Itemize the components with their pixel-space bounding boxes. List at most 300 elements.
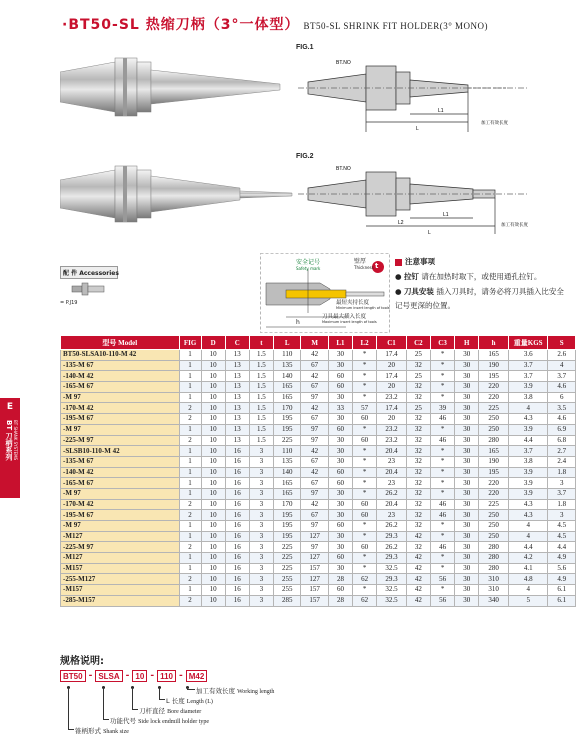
model-cell: -M127 (61, 531, 180, 542)
table-cell: * (430, 446, 454, 457)
table-cell: 3 (249, 574, 273, 585)
table-cell: 2 (179, 414, 201, 425)
pull-stud-icon (70, 280, 110, 298)
table-cell: 60 (328, 585, 352, 596)
table-cell: 16 (225, 595, 249, 606)
table-cell: 26.2 (377, 542, 407, 553)
table-cell: 30 (455, 467, 479, 478)
table-cell: 42 (406, 563, 430, 574)
table-cell: 3.7 (548, 371, 576, 382)
table-cell: 23.2 (377, 392, 407, 403)
note-tool-install: ● 刀具安装 插入刀具时，请务必将刀具插入比安全记号更深的位置。 (395, 287, 564, 310)
table-header-cell: t (249, 336, 273, 350)
table-cell: * (430, 553, 454, 564)
model-cell: -225-M 97 (61, 542, 180, 553)
table-cell: 32.5 (377, 563, 407, 574)
table-cell: 1 (179, 531, 201, 542)
safety-mark-label: 安全记号 Safety mark (296, 259, 321, 271)
table-cell: 32 (406, 382, 430, 393)
table-header-cell: h (479, 336, 509, 350)
table-cell: 67 (301, 382, 328, 393)
table-cell: 32 (406, 521, 430, 532)
table-row (61, 392, 576, 403)
table-cell: 97 (301, 392, 328, 403)
table-cell: 10 (201, 478, 225, 489)
title-en: BT50-SL SHRINK FIT HOLDER(3° MONO) (303, 21, 489, 31)
table-cell: 1 (179, 563, 201, 574)
table-cell: * (353, 350, 377, 361)
table-cell: 46 (430, 510, 454, 521)
model-cell: -SLSB10-110-M 42 (61, 446, 180, 457)
table-cell: 195 (274, 414, 301, 425)
table-row (61, 350, 576, 361)
table-cell: 29.3 (377, 553, 407, 564)
table-cell: 220 (479, 488, 509, 499)
svg-text:L1: L1 (438, 108, 444, 114)
table-cell: * (430, 563, 454, 574)
table-header-cell: C2 (406, 336, 430, 350)
legend-shank-size: 锥柄形式 Shank size (75, 727, 129, 735)
table-cell: 30 (455, 456, 479, 467)
table-cell: * (430, 478, 454, 489)
table-row (61, 542, 576, 553)
table-cell: 30 (455, 392, 479, 403)
table-cell: 32 (406, 435, 430, 446)
table-cell: 3.9 (508, 424, 548, 435)
table-cell: 1.5 (249, 414, 273, 425)
table-cell: 6 (548, 392, 576, 403)
table-cell: 30 (328, 542, 352, 553)
table-cell: 1 (179, 456, 201, 467)
table-cell: 4.3 (508, 499, 548, 510)
table-cell: 62 (353, 595, 377, 606)
table-cell: 1 (179, 467, 201, 478)
table-cell: 3.8 (508, 456, 548, 467)
table-cell: 17.4 (377, 371, 407, 382)
table-row (61, 521, 576, 532)
table-cell: 170 (274, 403, 301, 414)
table-cell: 42 (301, 403, 328, 414)
model-cell: -170-M 42 (61, 499, 180, 510)
table-cell: 97 (301, 542, 328, 553)
fig1-label: FIG.1 (296, 44, 314, 51)
table-cell: 23 (377, 456, 407, 467)
table-header-cell: 型号 Model (61, 336, 180, 350)
table-cell: 3.9 (508, 478, 548, 489)
model-cell: -165-M 67 (61, 382, 180, 393)
drawing-fig1 (298, 52, 568, 142)
table-cell: 16 (225, 467, 249, 478)
table-cell: 195 (479, 371, 509, 382)
table-cell: 4 (508, 521, 548, 532)
table-cell: 16 (225, 574, 249, 585)
table-cell: 3 (249, 446, 273, 457)
table-cell: 10 (201, 424, 225, 435)
table-cell: 16 (225, 499, 249, 510)
table-row (61, 360, 576, 371)
product-photo-1 (60, 50, 285, 130)
table-cell: 10 (201, 521, 225, 532)
table-cell: 3 (249, 456, 273, 467)
table-cell: 4.6 (548, 382, 576, 393)
table-cell: 67 (301, 456, 328, 467)
table-cell: 60 (328, 371, 352, 382)
table-row (61, 446, 576, 457)
table-cell: 1.5 (249, 403, 273, 414)
code-segment: 110 (157, 670, 176, 682)
table-cell: * (353, 360, 377, 371)
table-cell: 32 (406, 360, 430, 371)
table-cell: 225 (274, 435, 301, 446)
table-cell: 6.1 (548, 585, 576, 596)
table-cell: 4.6 (548, 414, 576, 425)
table-cell: 6.1 (548, 595, 576, 606)
table-cell: 30 (328, 531, 352, 542)
table-cell: 2 (179, 510, 201, 521)
table-cell: 127 (301, 574, 328, 585)
table-cell: 4.4 (508, 542, 548, 553)
table-cell: 2 (179, 499, 201, 510)
model-cell: -140-M 42 (61, 371, 180, 382)
table-cell: 16 (225, 553, 249, 564)
table-cell: * (430, 531, 454, 542)
table-cell: 1 (179, 371, 201, 382)
table-cell: 1.5 (249, 392, 273, 403)
table-cell: 25 (406, 403, 430, 414)
table-header-cell: H (455, 336, 479, 350)
table-cell: 60 (328, 521, 352, 532)
table-cell: 3 (548, 510, 576, 521)
table-row (61, 435, 576, 446)
table-cell: 30 (455, 542, 479, 553)
table-row (61, 510, 576, 521)
table-cell: 30 (455, 478, 479, 489)
model-cell: -140-M 42 (61, 467, 180, 478)
fig2-label: FIG.2 (296, 153, 314, 160)
table-cell: 10 (201, 585, 225, 596)
table-cell: 10 (201, 360, 225, 371)
table-cell: 280 (479, 553, 509, 564)
table-cell: 2 (179, 595, 201, 606)
table-cell: 1 (179, 521, 201, 532)
model-cell: -M 97 (61, 488, 180, 499)
table-cell: 3.9 (508, 382, 548, 393)
code-separator: - (88, 671, 93, 681)
table-cell: 20.4 (377, 446, 407, 457)
svg-text:L2: L2 (398, 220, 404, 226)
table-cell: 10 (201, 446, 225, 457)
table-cell: 16 (225, 510, 249, 521)
table-cell: 30 (455, 435, 479, 446)
model-cell: -255-M127 (61, 574, 180, 585)
table-cell: 10 (201, 435, 225, 446)
table-cell: * (353, 446, 377, 457)
table-cell: 157 (301, 563, 328, 574)
table-cell: 190 (479, 360, 509, 371)
table-cell: 1 (179, 424, 201, 435)
spec-table (60, 335, 576, 607)
table-cell: 13 (225, 414, 249, 425)
table-cell: 30 (455, 510, 479, 521)
table-cell: 4.9 (548, 574, 576, 585)
table-row (61, 595, 576, 606)
table-header-cell: C1 (377, 336, 407, 350)
bt-no-label-1: BT.NO (336, 60, 351, 66)
table-cell: * (430, 467, 454, 478)
table-cell: 250 (479, 510, 509, 521)
table-cell: 16 (225, 521, 249, 532)
table-cell: 1.5 (249, 382, 273, 393)
table-row (61, 488, 576, 499)
table-cell: 30 (455, 521, 479, 532)
table-cell: 6.9 (548, 424, 576, 435)
table-cell: * (430, 382, 454, 393)
table-cell: 4.8 (508, 574, 548, 585)
table-cell: 6.8 (548, 435, 576, 446)
model-cell: -195-M 67 (61, 510, 180, 521)
table-cell: 32 (406, 424, 430, 435)
legend-length: L 长度 Length (L) (166, 697, 213, 705)
title-cn: ·BT50-SL 热缩刀柄（3°一体型） (62, 17, 300, 33)
table-cell: 30 (328, 350, 352, 361)
table-cell: 3.7 (508, 371, 548, 382)
table-cell: 17.4 (377, 403, 407, 414)
table-cell: 4 (548, 360, 576, 371)
model-cell: -165-M 67 (61, 478, 180, 489)
table-cell: 3 (249, 585, 273, 596)
table-cell: 3.9 (508, 467, 548, 478)
table-cell: 97 (301, 424, 328, 435)
model-cell: -225-M 97 (61, 435, 180, 446)
red-square-icon (395, 259, 402, 266)
table-cell: 250 (479, 531, 509, 542)
min-insert-label: 最短夹持长度 Minimum insert length of tools (336, 300, 390, 310)
table-cell: 165 (479, 350, 509, 361)
table-cell: 13 (225, 382, 249, 393)
table-cell: 140 (274, 371, 301, 382)
table-cell: 1 (179, 392, 201, 403)
table-header-cell: M (301, 336, 328, 350)
table-cell: * (353, 531, 377, 542)
table-cell: 170 (274, 499, 301, 510)
table-cell: 280 (479, 542, 509, 553)
table-cell: 195 (479, 467, 509, 478)
table-cell: 42 (406, 595, 430, 606)
table-cell: 1.8 (548, 467, 576, 478)
table-cell: 3 (249, 521, 273, 532)
table-cell: * (353, 478, 377, 489)
code-separator: - (178, 671, 183, 681)
table-cell: 1 (179, 488, 201, 499)
table-cell: 4.3 (508, 414, 548, 425)
table-cell: 32 (406, 467, 430, 478)
table-cell: 3 (249, 542, 273, 553)
table-cell: 30 (455, 499, 479, 510)
table-cell: 30 (455, 574, 479, 585)
table-cell: 30 (455, 446, 479, 457)
table-cell: 30 (328, 456, 352, 467)
table-cell: 67 (301, 510, 328, 521)
table-cell: 3 (249, 595, 273, 606)
table-cell: 135 (274, 360, 301, 371)
table-cell: 1 (179, 350, 201, 361)
table-cell: * (430, 360, 454, 371)
table-cell: 67 (301, 414, 328, 425)
max-insert-label: 刀具最大插入长度 Maximum insert length of tools (322, 314, 377, 324)
table-cell: 42 (301, 446, 328, 457)
table-cell: 3.7 (508, 360, 548, 371)
table-cell: 60 (353, 499, 377, 510)
table-cell: 33 (328, 403, 352, 414)
table-cell: 26.2 (377, 488, 407, 499)
table-cell: 3 (249, 563, 273, 574)
table-cell: 165 (274, 488, 301, 499)
table-cell: 30 (455, 585, 479, 596)
table-cell: 2.7 (548, 446, 576, 457)
product-photo-2 (60, 160, 295, 230)
table-cell: 310 (479, 585, 509, 596)
table-header-cell: L1 (328, 336, 352, 350)
table-cell: 30 (328, 499, 352, 510)
table-cell: 32 (406, 542, 430, 553)
table-cell: 2 (179, 542, 201, 553)
table-cell: 250 (479, 414, 509, 425)
legend-line (187, 686, 195, 690)
table-cell: 165 (479, 446, 509, 457)
table-cell: 1.5 (249, 435, 273, 446)
table-cell: 23 (377, 510, 407, 521)
table-cell: 17.4 (377, 350, 407, 361)
table-cell: 16 (225, 478, 249, 489)
bt-no-label-2: BT.NO (336, 166, 351, 172)
table-cell: * (430, 521, 454, 532)
table-cell: 30 (328, 510, 352, 521)
table-cell: 13 (225, 360, 249, 371)
table-cell: * (353, 392, 377, 403)
table-cell: 250 (479, 424, 509, 435)
table-cell: 225 (274, 563, 301, 574)
table-cell: 32 (406, 456, 430, 467)
table-cell: 30 (455, 414, 479, 425)
table-cell: 20 (377, 414, 407, 425)
table-cell: 10 (201, 595, 225, 606)
code-segment: BT50 (60, 670, 86, 682)
table-cell: 1.5 (249, 424, 273, 435)
table-cell: 10 (201, 467, 225, 478)
model-cell: -135-M 67 (61, 456, 180, 467)
table-cell: 1 (179, 382, 201, 393)
side-tab (0, 398, 20, 498)
legend-function-code: 功能代号 Side lock endmill holder type (110, 717, 210, 725)
table-cell: 30 (455, 403, 479, 414)
table-cell: 30 (455, 488, 479, 499)
table-cell: 60 (353, 542, 377, 553)
table-cell: 60 (328, 478, 352, 489)
table-cell: 13 (225, 371, 249, 382)
table-cell: 10 (201, 563, 225, 574)
table-cell: 42 (406, 553, 430, 564)
table-cell: 127 (301, 531, 328, 542)
model-cell: -M 97 (61, 392, 180, 403)
table-cell: 3 (249, 467, 273, 478)
table-cell: 127 (301, 553, 328, 564)
table-cell: 62 (353, 574, 377, 585)
table-cell: 32 (406, 499, 430, 510)
legend-line (68, 686, 74, 730)
table-cell: * (353, 563, 377, 574)
table-cell: 1.8 (548, 499, 576, 510)
table-header-cell: D (201, 336, 225, 350)
table-cell: 3 (249, 478, 273, 489)
table-cell: 16 (225, 446, 249, 457)
table-cell: 32 (406, 414, 430, 425)
table-row (61, 563, 576, 574)
table-cell: 10 (201, 456, 225, 467)
table-cell: 3.6 (508, 350, 548, 361)
svg-text:L: L (416, 126, 419, 132)
table-cell: 16 (225, 563, 249, 574)
table-cell: 3 (249, 553, 273, 564)
table-cell: 1.5 (249, 360, 273, 371)
table-cell: 60 (353, 414, 377, 425)
table-cell: 10 (201, 542, 225, 553)
table-cell: 165 (274, 478, 301, 489)
table-cell: 32.5 (377, 585, 407, 596)
model-cell: -M 97 (61, 424, 180, 435)
table-cell: 56 (430, 595, 454, 606)
table-cell: 1 (179, 553, 201, 564)
model-cell: -195-M 67 (61, 414, 180, 425)
table-cell: 1 (179, 478, 201, 489)
table-cell: 10 (201, 574, 225, 585)
code-segment: SLSA (95, 670, 122, 682)
table-cell: 225 (274, 542, 301, 553)
table-cell: * (353, 521, 377, 532)
table-cell: 4.4 (548, 542, 576, 553)
table-cell: 10 (201, 382, 225, 393)
table-cell: 165 (274, 382, 301, 393)
table-cell: 3 (548, 478, 576, 489)
table-cell: 56 (430, 574, 454, 585)
table-cell: 4 (508, 531, 548, 542)
table-cell: 110 (274, 350, 301, 361)
table-cell: 67 (301, 360, 328, 371)
table-cell: 23.2 (377, 435, 407, 446)
table-cell: 30 (328, 360, 352, 371)
table-cell: 255 (274, 574, 301, 585)
table-cell: * (353, 456, 377, 467)
table-cell: 30 (455, 360, 479, 371)
table-row (61, 456, 576, 467)
table-cell: 28 (328, 574, 352, 585)
table-cell: 220 (479, 382, 509, 393)
table-cell: * (353, 382, 377, 393)
table-header-cell: C3 (430, 336, 454, 350)
table-cell: 16 (225, 585, 249, 596)
table-cell: 285 (274, 595, 301, 606)
table-cell: 30 (328, 446, 352, 457)
table-cell: 280 (479, 435, 509, 446)
legend-working-length: 加工有效长度 Working length (196, 687, 275, 695)
table-cell: 280 (479, 563, 509, 574)
table-row (61, 371, 576, 382)
table-cell: 30 (455, 424, 479, 435)
model-cell: -285-M157 (61, 595, 180, 606)
table-row (61, 585, 576, 596)
table-cell: 2.4 (548, 456, 576, 467)
svg-text:L: L (428, 230, 431, 236)
code-separator: - (125, 671, 130, 681)
